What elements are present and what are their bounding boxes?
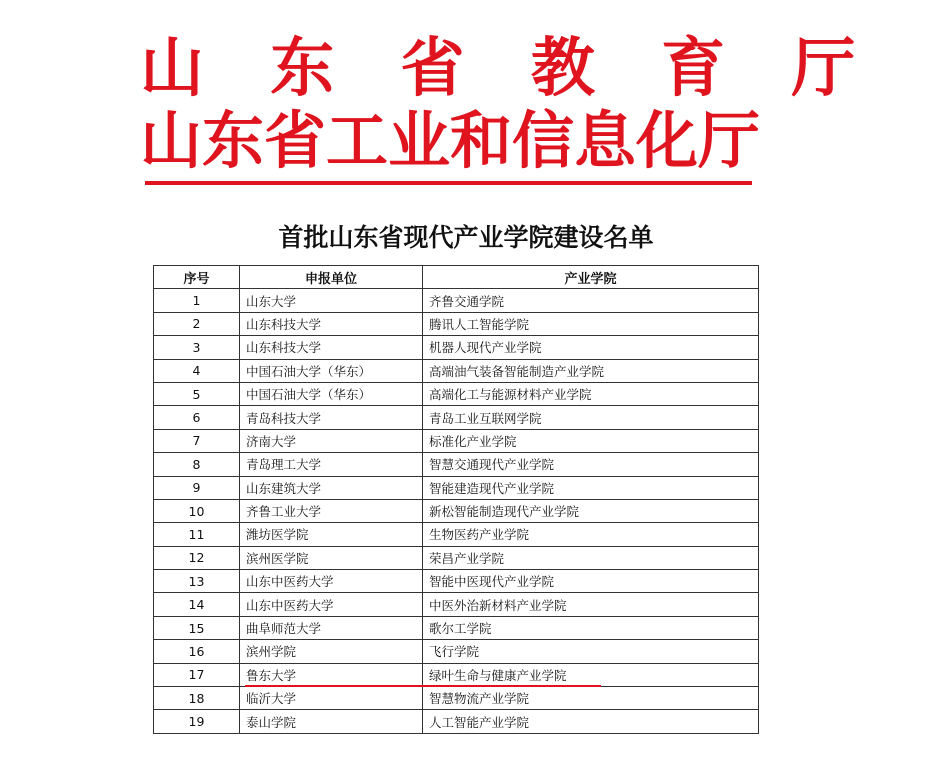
cell-applicant: 山东科技大学 [240, 312, 423, 335]
cell-applicant: 山东科技大学 [240, 336, 423, 359]
table-row [154, 616, 759, 639]
cell-applicant: 山东中医药大学 [240, 593, 423, 616]
cell-index: 4 [154, 359, 240, 382]
table-row [154, 476, 759, 499]
cell-applicant: 泰山学院 [240, 710, 423, 733]
table-row [154, 499, 759, 522]
table-row [154, 336, 759, 359]
cell-applicant: 曲阜师范大学 [240, 616, 423, 639]
letterhead-red-rule [145, 181, 752, 185]
table-row [154, 359, 759, 382]
cell-applicant: 滨州学院 [240, 640, 423, 663]
cell-index: 18 [154, 687, 240, 710]
cell-index: 13 [154, 570, 240, 593]
cell-applicant: 滨州医学院 [240, 546, 423, 569]
highlight-underline [245, 685, 601, 687]
cell-index: 5 [154, 382, 240, 405]
cell-applicant: 中国石油大学（华东） [240, 382, 423, 405]
cell-college: 歌尔工学院 [423, 616, 759, 639]
cell-applicant: 潍坊医学院 [240, 523, 423, 546]
cell-applicant: 山东建筑大学 [240, 476, 423, 499]
cell-index: 9 [154, 476, 240, 499]
header-applicant: 申报单位 [240, 266, 423, 289]
table-row [154, 429, 759, 452]
table-header-row [154, 266, 759, 289]
cell-index: 7 [154, 429, 240, 452]
letterhead-line-2: 山东省工业和信息化厅 [140, 104, 761, 177]
cell-college: 青岛工业互联网学院 [423, 406, 759, 429]
cell-college: 高端化工与能源材料产业学院 [423, 382, 759, 405]
cell-index: 3 [154, 336, 240, 359]
table-row [154, 710, 759, 733]
cell-index: 14 [154, 593, 240, 616]
cell-applicant: 山东大学 [240, 289, 423, 312]
cell-college: 新松智能制造现代产业学院 [423, 499, 759, 522]
cell-applicant: 青岛科技大学 [240, 406, 423, 429]
document-title: 首批山东省现代产业学院建设名单 [278, 223, 654, 252]
cell-college: 中医外治新材料产业学院 [423, 593, 759, 616]
cell-index: 15 [154, 616, 240, 639]
college-list-table [153, 265, 759, 734]
cell-applicant: 中国石油大学（华东） [240, 359, 423, 382]
cell-college: 智慧物流产业学院 [423, 687, 759, 710]
cell-index: 17 [154, 663, 240, 686]
table-row [154, 382, 759, 405]
cell-index: 10 [154, 499, 240, 522]
table-row [154, 453, 759, 476]
cell-applicant: 鲁东大学 [240, 663, 423, 686]
table-row [154, 640, 759, 663]
cell-college: 飞行学院 [423, 640, 759, 663]
cell-index: 6 [154, 406, 240, 429]
cell-index: 1 [154, 289, 240, 312]
cell-college: 高端油气装备智能制造产业学院 [423, 359, 759, 382]
cell-college: 齐鲁交通学院 [423, 289, 759, 312]
cell-applicant: 青岛理工大学 [240, 453, 423, 476]
table-row [154, 406, 759, 429]
cell-college: 绿叶生命与健康产业学院 [423, 663, 759, 686]
letterhead-line-1: 山 东 省 教 育 厅 [140, 31, 878, 106]
table-row [154, 570, 759, 593]
header-index: 序号 [154, 266, 240, 289]
table-row [154, 687, 759, 710]
cell-college: 智能建造现代产业学院 [423, 476, 759, 499]
cell-index: 19 [154, 710, 240, 733]
header-college: 产业学院 [423, 266, 759, 289]
cell-applicant: 临沂大学 [240, 687, 423, 710]
cell-index: 16 [154, 640, 240, 663]
cell-index: 11 [154, 523, 240, 546]
table-row [154, 663, 759, 686]
cell-college: 人工智能产业学院 [423, 710, 759, 733]
cell-applicant: 山东中医药大学 [240, 570, 423, 593]
cell-college: 标准化产业学院 [423, 429, 759, 452]
cell-college: 腾讯人工智能学院 [423, 312, 759, 335]
cell-college: 智能中医现代产业学院 [423, 570, 759, 593]
table-row [154, 523, 759, 546]
cell-applicant: 齐鲁工业大学 [240, 499, 423, 522]
cell-college: 荣昌产业学院 [423, 546, 759, 569]
cell-index: 2 [154, 312, 240, 335]
table-row [154, 312, 759, 335]
table-row [154, 593, 759, 616]
cell-index: 8 [154, 453, 240, 476]
cell-college: 智慧交通现代产业学院 [423, 453, 759, 476]
table-row [154, 546, 759, 569]
cell-college: 机器人现代产业学院 [423, 336, 759, 359]
cell-college: 生物医药产业学院 [423, 523, 759, 546]
table-row [154, 289, 759, 312]
cell-index: 12 [154, 546, 240, 569]
cell-applicant: 济南大学 [240, 429, 423, 452]
